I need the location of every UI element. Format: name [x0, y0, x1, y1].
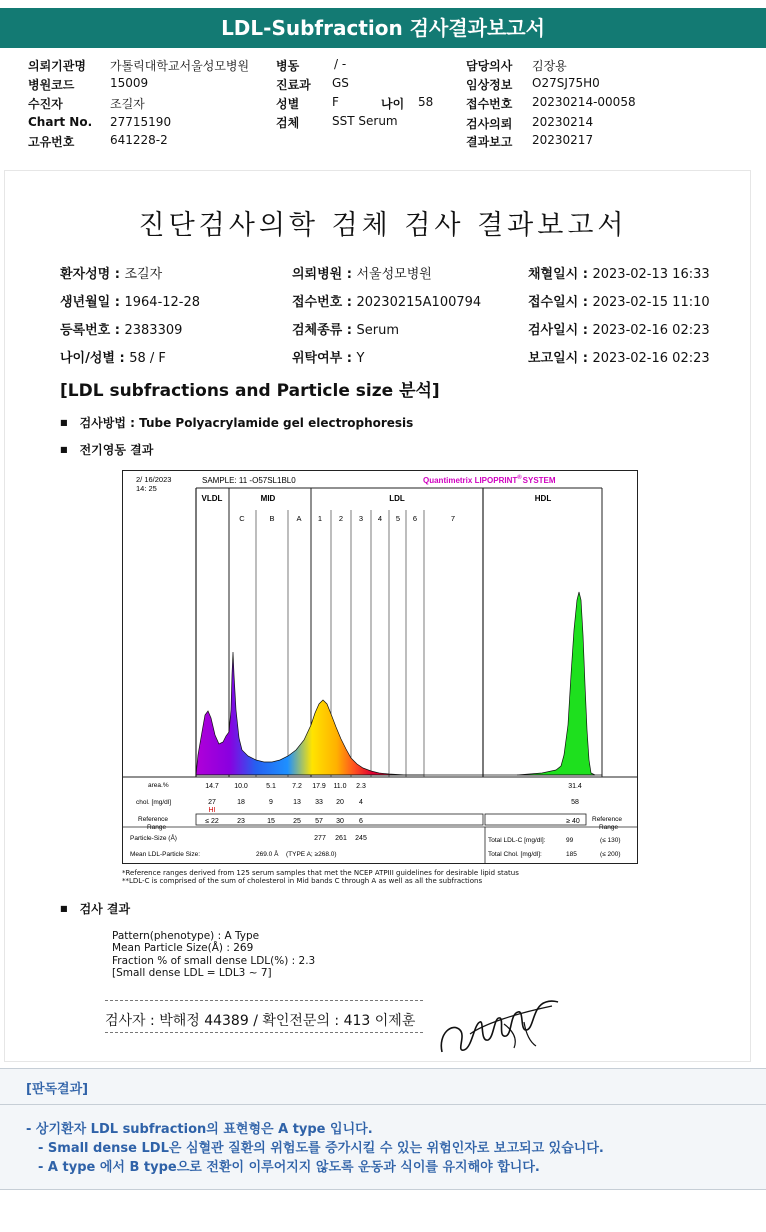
ref-range-cell: ≤ 22: [205, 818, 219, 825]
signature-mark: [434, 994, 562, 1058]
total-chol-ref: (≤ 200): [600, 851, 621, 858]
patient-birth: [60, 291, 200, 310]
header-label: 병동: [276, 59, 300, 73]
patient-reg: [60, 319, 182, 338]
header-label: 접수번호: [466, 97, 513, 111]
info-value: Y: [356, 351, 365, 366]
band-2: 2: [338, 514, 344, 523]
date-collect: [528, 263, 710, 282]
brand-name: Quantimetrix LIPOPRINT: [423, 476, 518, 485]
area-pct-cell: 14.7: [205, 783, 219, 790]
chart-frame: [123, 471, 638, 864]
info-value: 2023-02-16 02:23: [592, 323, 710, 338]
chol-cell: 20: [336, 799, 344, 806]
patient-name: [60, 263, 162, 282]
group-ldl: LDL: [389, 494, 405, 503]
footnote: **LDL-C is comprised of the sum of cholesterol in Mid bands C through A as well as all the subfractions: [122, 877, 483, 885]
signature-text: 검사자 : 박해정 44389 / 확인전문의 : 413 이제훈: [105, 1013, 416, 1029]
result-title: ■ 검사 결과: [60, 900, 130, 917]
band-a: A: [296, 514, 302, 523]
info-value: 조길자: [124, 267, 163, 282]
section-title: [LDL subfractions and Particle size 분석]: [60, 381, 440, 401]
area-pct-cell: 10.0: [234, 783, 248, 790]
specimen-consign: [292, 347, 364, 366]
info-value: 서울성모병원: [356, 267, 432, 282]
lipoprint-chart: [122, 470, 638, 864]
chol-cell: 18: [237, 799, 245, 806]
interpretation-divider: [0, 1104, 766, 1105]
group-vldl: VLDL: [201, 494, 223, 503]
info-label: 등록번호 :: [60, 323, 125, 338]
interpretation-line: - 상기환자 LDL subfraction의 표현형은 A type 입니다.: [26, 1122, 373, 1137]
header-value: F: [332, 95, 339, 109]
brand-tail: SYSTEM: [522, 476, 556, 485]
info-label: 검체종류 :: [292, 323, 357, 338]
ref-range-cell: 6: [359, 818, 363, 825]
specimen-type: [292, 319, 399, 338]
info-label: 검사일시 :: [528, 323, 593, 338]
header-label: 고유번호: [28, 135, 75, 149]
info-value: 2383309: [124, 323, 183, 338]
header-label: 병원코드: [28, 78, 75, 92]
total-ldl-value: 99: [566, 837, 574, 844]
total-chol-label: Total Chol. [mg/dl]:: [488, 851, 542, 858]
chart-time: 14: 25: [136, 484, 157, 493]
info-label: 보고일시 :: [528, 351, 593, 366]
area-pct-cell: 7.2: [292, 783, 302, 790]
ref-range-cell: 23: [237, 818, 245, 825]
area-pct-cell: 2.3: [356, 783, 366, 790]
info-value: 2023-02-15 11:10: [592, 295, 710, 310]
electro-title: ■ 전기영동 결과: [60, 441, 153, 458]
date-receive: [528, 291, 710, 310]
info-value: 58 / F: [129, 351, 166, 366]
band-3: 3: [358, 514, 364, 523]
band-5: 5: [395, 514, 401, 523]
total-ldl-ref: (≤ 130): [600, 837, 621, 844]
header-value: GS: [332, 76, 349, 90]
info-label: 접수일시 :: [528, 295, 593, 310]
header-label: 담당의사: [466, 59, 513, 73]
result-line: Mean Particle Size(Å) : 269: [112, 942, 254, 954]
area-pct-cell: 31.4: [568, 783, 582, 790]
band-c: C: [239, 514, 245, 523]
info-label: 생년월일 :: [60, 295, 125, 310]
group-hdl: HDL: [534, 494, 552, 503]
result-line: Fraction % of small dense LDL(%) : 2.3: [112, 955, 316, 967]
header-label: 검체: [276, 116, 300, 130]
header-value: 20230214-00058: [532, 95, 636, 109]
header-label: Chart No.: [28, 115, 93, 129]
chol-cell: 9: [269, 799, 273, 806]
interpretation-line: - A type 에서 B type으로 전환이 이루어지지 않도록 운동과 식이를 유지해야 합니다.: [38, 1160, 540, 1175]
row-label-mean: Mean LDL-Particle Size:: [130, 851, 201, 858]
specimen-hospital: [292, 263, 432, 282]
particle-size-cell: 261: [335, 835, 347, 842]
ref-range-cell: 30: [336, 818, 344, 825]
total-ldl-label: Total LDL-C [mg/dl]:: [488, 837, 546, 844]
total-chol-value: 185: [566, 851, 577, 858]
header-label: 검사의뢰: [466, 117, 513, 131]
result-line: Pattern(phenotype) : A Type: [112, 930, 260, 942]
ref-range-cell: 15: [267, 818, 275, 825]
header-label: 나이: [381, 97, 405, 111]
header-value: / -: [334, 57, 347, 71]
area-pct-cell: 11.0: [333, 783, 347, 790]
info-label: 나이/성별 :: [60, 351, 130, 366]
header-value: 조길자: [110, 97, 145, 111]
ref-range-cell: 25: [293, 818, 301, 825]
info-value: 2023-02-16 02:23: [592, 351, 710, 366]
signature-rule-top: [105, 1000, 423, 1001]
footnote: *Reference ranges derived from 125 serum samples that met the NCEP ATPIII guidelines for desirable lipid status: [122, 869, 519, 877]
header-label: 성별: [276, 97, 300, 111]
patient-age: [60, 347, 166, 366]
header-value: 27715190: [110, 115, 172, 129]
info-value: 1964-12-28: [124, 295, 201, 310]
interpretation-title: [판독결과]: [26, 1082, 89, 1097]
header-label: 의뢰기관명: [28, 59, 86, 73]
info-label: 환자성명 :: [60, 267, 125, 282]
info-label: 위탁여부 :: [292, 351, 357, 366]
header-value: SST Serum: [332, 114, 398, 128]
header-value: 가톨릭대학교서울성모병원: [110, 59, 250, 73]
header-label: 임상정보: [466, 78, 513, 92]
method-text: ■ 검사방법 : Tube Polyacrylamide gel electrophoresis: [60, 414, 413, 431]
particle-size-cell: 245: [355, 835, 367, 842]
chol-cell: 27: [208, 799, 216, 806]
info-value: 20230215A100794: [356, 295, 482, 310]
brand-mark: ®: [517, 475, 522, 481]
header-value: 20230214: [532, 115, 594, 129]
chol-cell: 33: [315, 799, 323, 806]
date-test: [528, 319, 710, 338]
particle-size-cell: 277: [314, 835, 326, 842]
header-label: 수진자: [28, 97, 63, 111]
mean-size: 269.0 Å: [256, 851, 279, 858]
specimen-number: [292, 291, 481, 310]
band-1: 1: [317, 514, 323, 523]
info-label: 채혈일시 :: [528, 267, 593, 282]
interpretation-line: - Small dense LDL은 심혈관 질환의 위험도를 증가시킬 수 있는 위험인자로 보고되고 있습니다.: [38, 1141, 604, 1156]
chart-date: 2/ 16/2023: [136, 475, 172, 484]
header-value: 641228-2: [110, 133, 168, 147]
row-label-chol: chol. [mg/dl]: [136, 799, 172, 806]
area-pct-cell: 5.1: [266, 783, 276, 790]
header-value: 김장용: [532, 59, 567, 73]
ref-line-1: Reference: [138, 816, 168, 823]
header-value: 58: [418, 95, 434, 109]
ref-right-2: Range: [599, 824, 619, 831]
header-value: 15009: [110, 76, 149, 90]
band-b: B: [269, 514, 275, 523]
band-4: 4: [377, 514, 383, 523]
header-value: O27SJ75H0: [532, 76, 600, 90]
date-report: [528, 347, 710, 366]
group-mid: MID: [260, 494, 276, 503]
chol-cell: 13: [293, 799, 301, 806]
chart-brand: [423, 474, 556, 485]
chol-flag: HI: [208, 807, 216, 814]
result-line: [Small dense LDL = LDL3 ~ 7]: [112, 967, 272, 979]
row-label-area: area.%: [148, 782, 169, 789]
ref-line-2: Range: [147, 824, 167, 831]
mean-type: (TYPE A; ≥268.0): [286, 851, 337, 858]
header-label: 진료과: [276, 78, 311, 92]
band-6: 6: [412, 514, 418, 523]
ref-right-1: Reference: [592, 816, 622, 823]
info-value: 2023-02-13 16:33: [592, 267, 710, 282]
report-title: 진단검사의학 검체 검사 결과보고서: [138, 210, 628, 241]
report-banner: LDL-Subfraction 검사결과보고서: [0, 8, 766, 48]
area-pct-cell: 17.9: [312, 783, 326, 790]
info-label: 접수번호 :: [292, 295, 357, 310]
header-value: 20230217: [532, 133, 594, 147]
info-label: 의뢰병원 :: [292, 267, 357, 282]
ref-range-cell: ≥ 40: [566, 818, 580, 825]
chart-sample: SAMPLE: 11 -O57SL1BL0: [202, 476, 296, 485]
band-7: 7: [450, 514, 456, 523]
row-label-psize: Particle-Size (Å): [130, 835, 177, 842]
info-value: Serum: [356, 323, 399, 338]
signature-rule-bottom: [105, 1032, 423, 1033]
chol-cell: 4: [359, 799, 363, 806]
ref-range-cell: 57: [315, 818, 323, 825]
header-label: 결과보고: [466, 135, 513, 149]
chol-cell: 58: [571, 799, 579, 806]
